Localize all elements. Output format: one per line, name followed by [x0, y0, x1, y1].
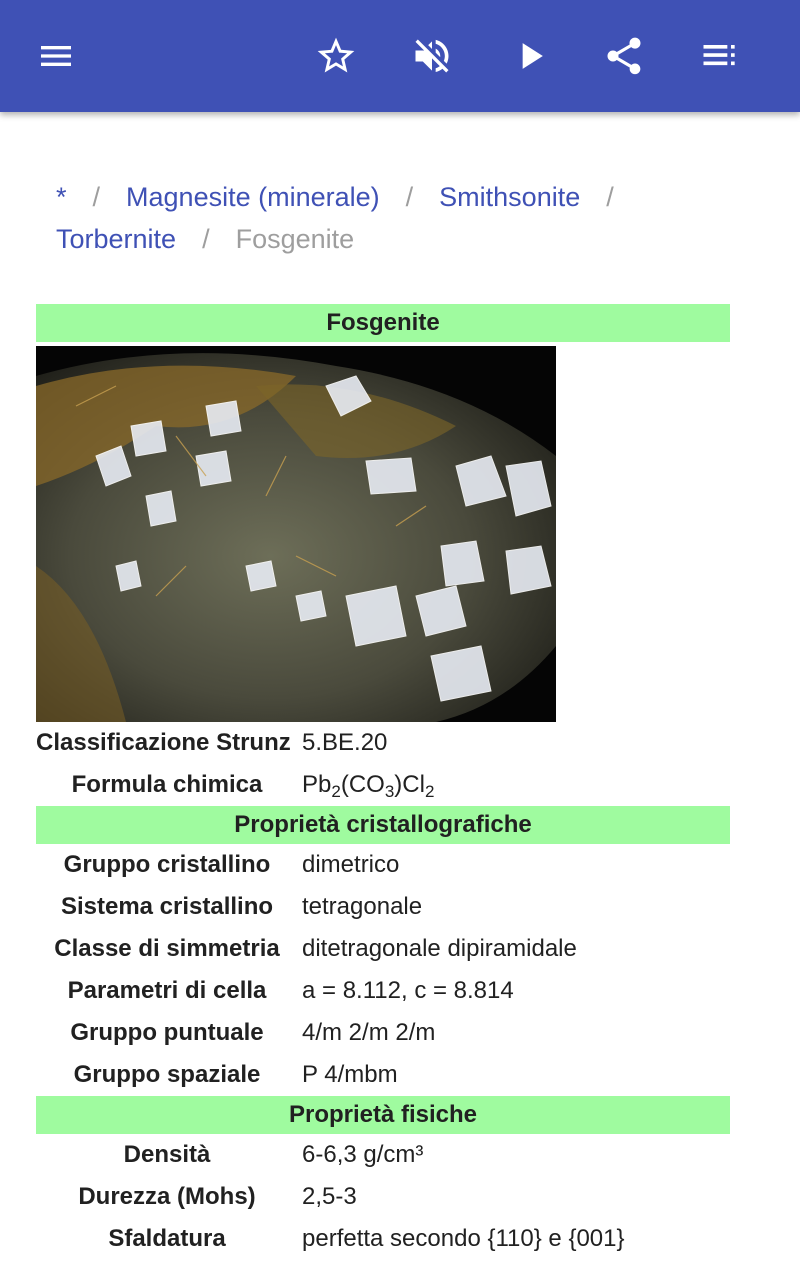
- info-label: Sistema cristallino: [60, 893, 274, 920]
- breadcrumb-separator: /: [405, 182, 414, 212]
- info-row: [36, 1134, 730, 1176]
- breadcrumb-item-magnesite[interactable]: Magnesite (minerale): [126, 182, 380, 212]
- info-row: [36, 1218, 730, 1260]
- info-row: [36, 928, 730, 970]
- info-row: [36, 970, 730, 1012]
- info-value: tetragonale: [302, 893, 423, 920]
- info-row: [36, 1176, 730, 1218]
- mute-icon: [410, 34, 454, 78]
- play-button[interactable]: [502, 28, 558, 84]
- list-button[interactable]: [692, 28, 748, 84]
- breadcrumb-separator: /: [92, 182, 101, 212]
- app-bar: [0, 0, 800, 112]
- section-header-crystallographic: Proprietà cristallografiche: [36, 806, 730, 844]
- info-value: P 4/mbm: [302, 1061, 398, 1088]
- breadcrumb-current: Fosgenite: [235, 224, 355, 254]
- info-value: 5.BE.20: [302, 729, 388, 756]
- section-header-physical: Proprietà fisiche: [36, 1096, 730, 1134]
- share-icon: [602, 34, 646, 78]
- breadcrumb-separator: /: [202, 224, 210, 254]
- star-icon: [314, 34, 358, 78]
- breadcrumb-item-torbernite[interactable]: Torbernite: [56, 224, 177, 254]
- mineral-infobox: [36, 304, 730, 1260]
- info-value: ditetragonale dipiramidale: [302, 935, 577, 962]
- info-value: perfetta secondo {110} e {001}: [302, 1225, 625, 1252]
- info-row: [36, 844, 730, 886]
- info-label: Sfaldatura: [108, 1225, 226, 1252]
- breadcrumb-item-smithsonite[interactable]: Smithsonite: [439, 182, 581, 212]
- info-label: Formula chimica: [71, 771, 263, 798]
- menu-button[interactable]: [28, 28, 84, 84]
- info-row: [36, 1054, 730, 1096]
- share-button[interactable]: [596, 28, 652, 84]
- info-label: Parametri di cella: [67, 977, 267, 1004]
- mineral-photo-illustration: [36, 346, 556, 722]
- chemical-formula: $Pb_2(CO_3)Cl_2$: [302, 771, 435, 801]
- breadcrumb-separator: /: [606, 182, 614, 212]
- info-label: Densità: [123, 1141, 211, 1168]
- info-value: 4/m 2/m 2/m: [302, 1019, 436, 1046]
- list-icon: [698, 34, 742, 78]
- favorite-button[interactable]: [308, 28, 364, 84]
- info-label: Durezza (Mohs): [78, 1183, 256, 1210]
- info-value: 6-6,3 g/cm³: [302, 1141, 424, 1168]
- play-icon: [508, 34, 552, 78]
- info-value: a = 8.112, c = 8.814: [302, 977, 514, 1004]
- info-value: 2,5-3: [302, 1183, 357, 1210]
- menu-icon: [36, 36, 76, 76]
- info-label: Gruppo cristallino: [63, 851, 271, 878]
- mute-button[interactable]: [404, 28, 460, 84]
- info-row: [36, 886, 730, 928]
- info-value: dimetrico: [302, 851, 400, 878]
- infobox-title: Fosgenite: [36, 304, 730, 342]
- info-label: Gruppo spaziale: [73, 1061, 261, 1088]
- info-row: [36, 1012, 730, 1054]
- mineral-photo[interactable]: [36, 346, 556, 722]
- breadcrumb-item-root[interactable]: *: [56, 182, 67, 212]
- breadcrumb: [56, 176, 756, 260]
- info-row-formula: [36, 764, 730, 806]
- info-label: Classificazione Strunz: [36, 729, 291, 756]
- info-row-strunz: [36, 722, 730, 764]
- info-label: Gruppo puntuale: [70, 1019, 264, 1046]
- info-label: Classe di simmetria: [54, 935, 280, 962]
